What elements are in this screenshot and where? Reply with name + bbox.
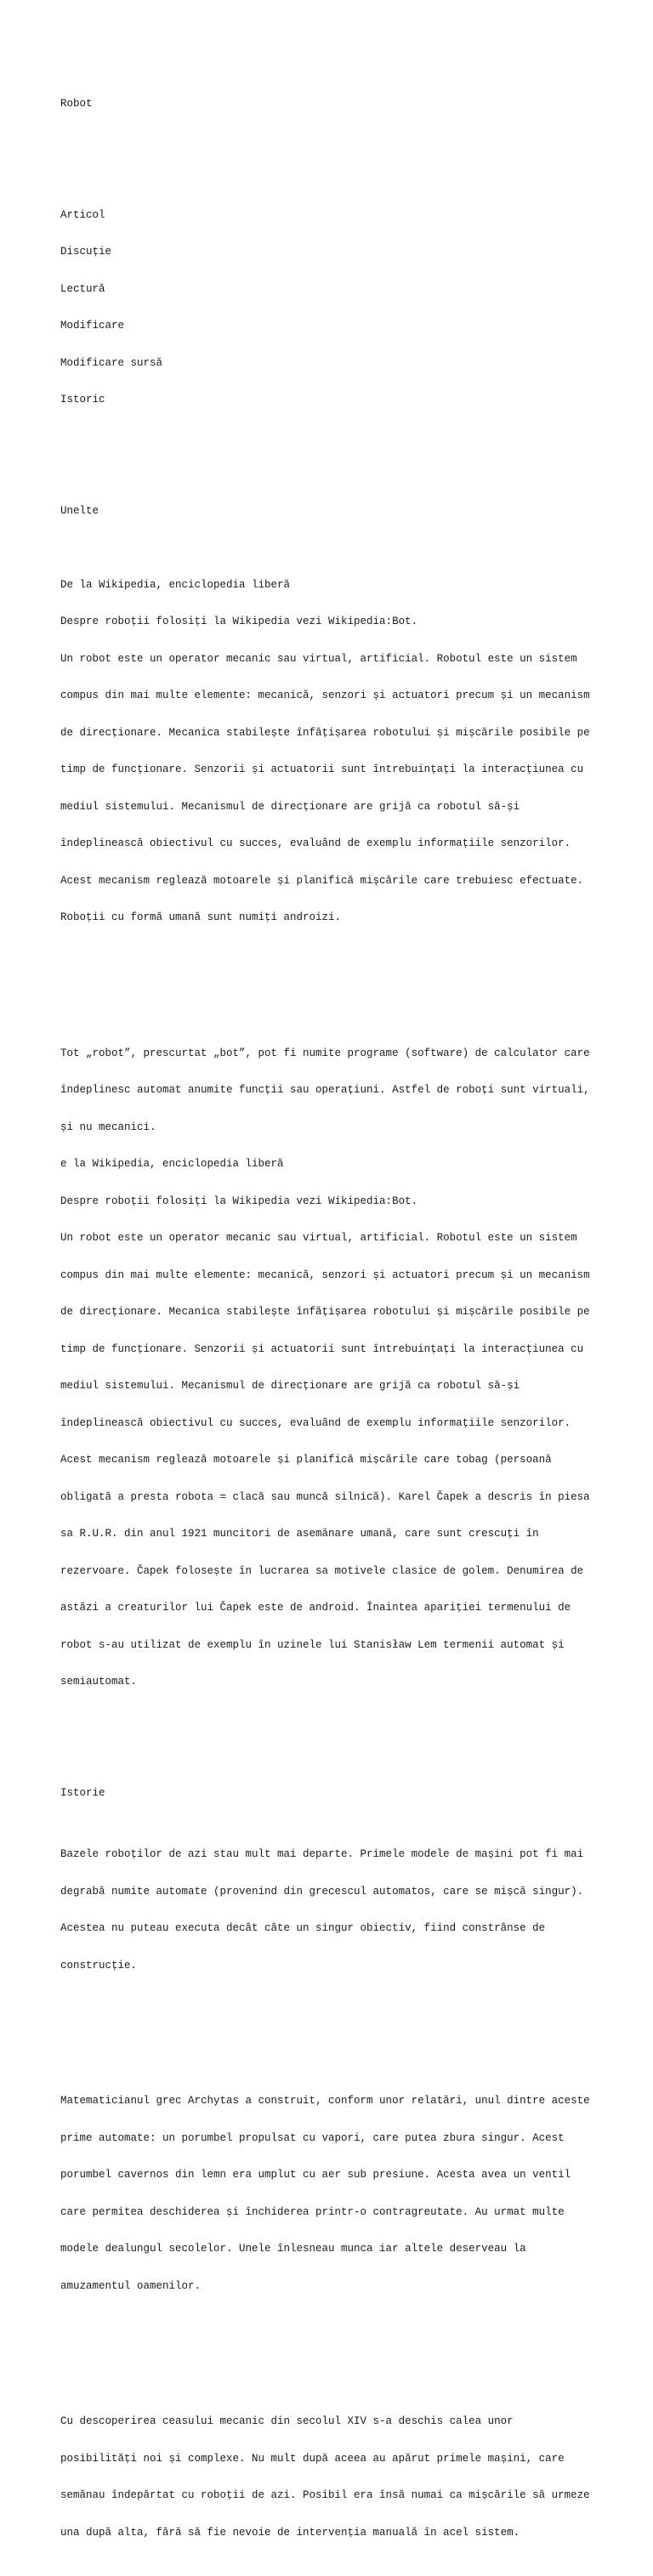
- text-line: Despre roboții folosiți la Wikipedia vezi Wikipedia:Bot.: [60, 616, 418, 627]
- spacer: [60, 1738, 605, 1750]
- text-line: Bazele roboților de azi stau mult mai departe. Primele modele de mașini pot fi mai: [60, 1848, 584, 1860]
- text-line: mediul sistemului. Mecanismul de direcționare are grijă ca robotul să-și: [60, 1380, 520, 1392]
- spacer: [60, 135, 605, 148]
- text-line: îndeplinească obiectivul cu succes, evaluând de exemplu informațiile senzorilor.: [60, 837, 571, 849]
- intro-paragraph: [60, 554, 605, 949]
- text-line: degrabă numite automate (provenind din grecescul automatos, care se mișcă singur).: [60, 1885, 584, 1898]
- tab-edit-source[interactable]: Modificare sursă: [60, 356, 163, 369]
- history-paragraph-1: [60, 1824, 605, 1996]
- tab-article[interactable]: Articol: [60, 208, 105, 221]
- text-line: Matematicianul grec Archytas a construit, conform unor relatări, unul dintre aceste: [60, 2095, 590, 2107]
- spacer: [60, 973, 605, 986]
- section-heading-history: Istorie: [60, 1786, 105, 1799]
- tab-read[interactable]: Lectură: [60, 282, 105, 295]
- text-line: timp de funcționare. Senzorii și actuatorii sunt întrebuințați la interacțiunea cu: [60, 1342, 584, 1355]
- spacer: [60, 456, 605, 468]
- text-line: compus din mai multe elemente: mecanică, senzori și actuatori precum și un mecanism: [60, 689, 590, 701]
- text-line: și nu mecanici.: [60, 1121, 156, 1133]
- history-paragraph-2: [60, 2070, 605, 2317]
- text-line: îndeplinească obiectivul cu succes, evaluând de exemplu informațiile senzorilor.: [60, 1416, 571, 1429]
- text-line: prime automate: un porumbel propulsat cu vapori, care putea zbura singur. Acest: [60, 2131, 565, 2144]
- text-line: Tot „robot”, prescurtat „bot”, pot fi numite programe (software) de calculator care: [60, 1047, 590, 1059]
- text-line: mediul sistemului. Mecanismul de direcționare are grijă ca robotul să-și: [60, 800, 520, 813]
- text-line: astăzi a creaturilor lui Čapek este de android. Înaintea apariției termenului de: [60, 1602, 571, 1614]
- text-line: Roboții cu formă umană sunt numiți androizi.: [60, 911, 342, 923]
- text-line: construcție.: [60, 1959, 138, 1972]
- text-line: e la Wikipedia, enciclopedia liberă: [60, 1158, 284, 1170]
- text-line: posibilități noi și complexe. Nu mult după aceea au apărut primele mașini, care: [60, 2452, 565, 2465]
- page-title: Robot: [60, 98, 93, 110]
- text-line: de direcționare. Mecanica stabilește înfățișarea robotului și mișcările posibile pe: [60, 726, 590, 739]
- text-line: de direcționare. Mecanica stabilește înfățișarea robotului și mișcările posibile pe: [60, 1306, 590, 1318]
- text-line: Un robot este un operator mecanic sau virtual, artificial. Robotul este un sistem: [60, 1232, 577, 1244]
- page-tabs: [60, 184, 605, 431]
- text-line: robot s-au utilizat de exemplu în uzinele lui Stanisław Lem termenii automat și: [60, 1638, 565, 1651]
- spacer: [60, 2021, 605, 2034]
- text-line: Acest mecanism reglează motoarele și planifică mișcările care trebuiesc efectuate.: [60, 874, 584, 887]
- text-line: care permitea deschiderea și închiderea printr-o contragreutate. Au urmat multe: [60, 2205, 565, 2218]
- tab-edit[interactable]: Modificare: [60, 320, 125, 332]
- tools-menu[interactable]: Unelte: [60, 504, 99, 517]
- text-line: Un robot este un operator mecanic sau virtual, artificial. Robotul este un sistem: [60, 652, 577, 665]
- text-line: una după alta, fără să fie nevoie de intervenția manuală în acel sistem.: [60, 2526, 520, 2539]
- bot-paragraph: [60, 1023, 605, 1713]
- text-line: Despre roboții folosiți la Wikipedia vezi Wikipedia:Bot.: [60, 1194, 418, 1207]
- spacer: [60, 2341, 605, 2354]
- tab-discussion[interactable]: Discuție: [60, 246, 112, 258]
- text-line: De la Wikipedia, enciclopedia liberă: [60, 578, 291, 591]
- text-line: Acestea nu puteau executa decât câte un singur obiectiv, fiind constrânse de: [60, 1922, 546, 1934]
- history-paragraph-3: [60, 2391, 605, 2563]
- text-line: compus din mai multe elemente: mecanică, senzori și actuatori precum și un mecanism: [60, 1268, 590, 1281]
- text-line: semiautomat.: [60, 1676, 138, 1688]
- text-line: îndeplinesc automat anumite funcții sau operațiuni. Astfel de roboți sunt virtuali,: [60, 1084, 590, 1096]
- tab-history[interactable]: Istoric: [60, 394, 105, 406]
- text-line: rezervoare. Čapek folosește în lucrarea sa motivele clasice de golem. Denumirea de: [60, 1564, 584, 1577]
- text-line: timp de funcționare. Senzorii și actuatorii sunt întrebuințați la interacțiunea cu: [60, 763, 584, 775]
- text-line: porumbel cavernos din lemn era umplut cu aer sub presiune. Acesta avea un ventil: [60, 2169, 571, 2181]
- text-line: obligată a presta robota = clacă sau muncă silnică). Karel Čapek a descris în piesa: [60, 1490, 590, 1503]
- text-line: semănau îndepărtat cu roboții de azi. Posibil era însă numai ca mișcările să urmeze: [60, 2489, 590, 2501]
- text-line: modele dealungul secolelor. Unele înlesneau munca iar altele deserveau la: [60, 2243, 526, 2255]
- text-line: Acest mecanism reglează motoarele și planifică mișcările care tobag (persoană: [60, 1454, 552, 1466]
- text-line: Cu descoperirea ceasului mecanic din secolul XIV s-a deschis calea unor: [60, 2415, 514, 2427]
- text-line: amuzamentul oamenilor.: [60, 2279, 202, 2292]
- document-page: [60, 73, 605, 2576]
- text-line: sa R.U.R. din anul 1921 muncitori de asemănare umană, care sunt crescuți în: [60, 1528, 539, 1540]
